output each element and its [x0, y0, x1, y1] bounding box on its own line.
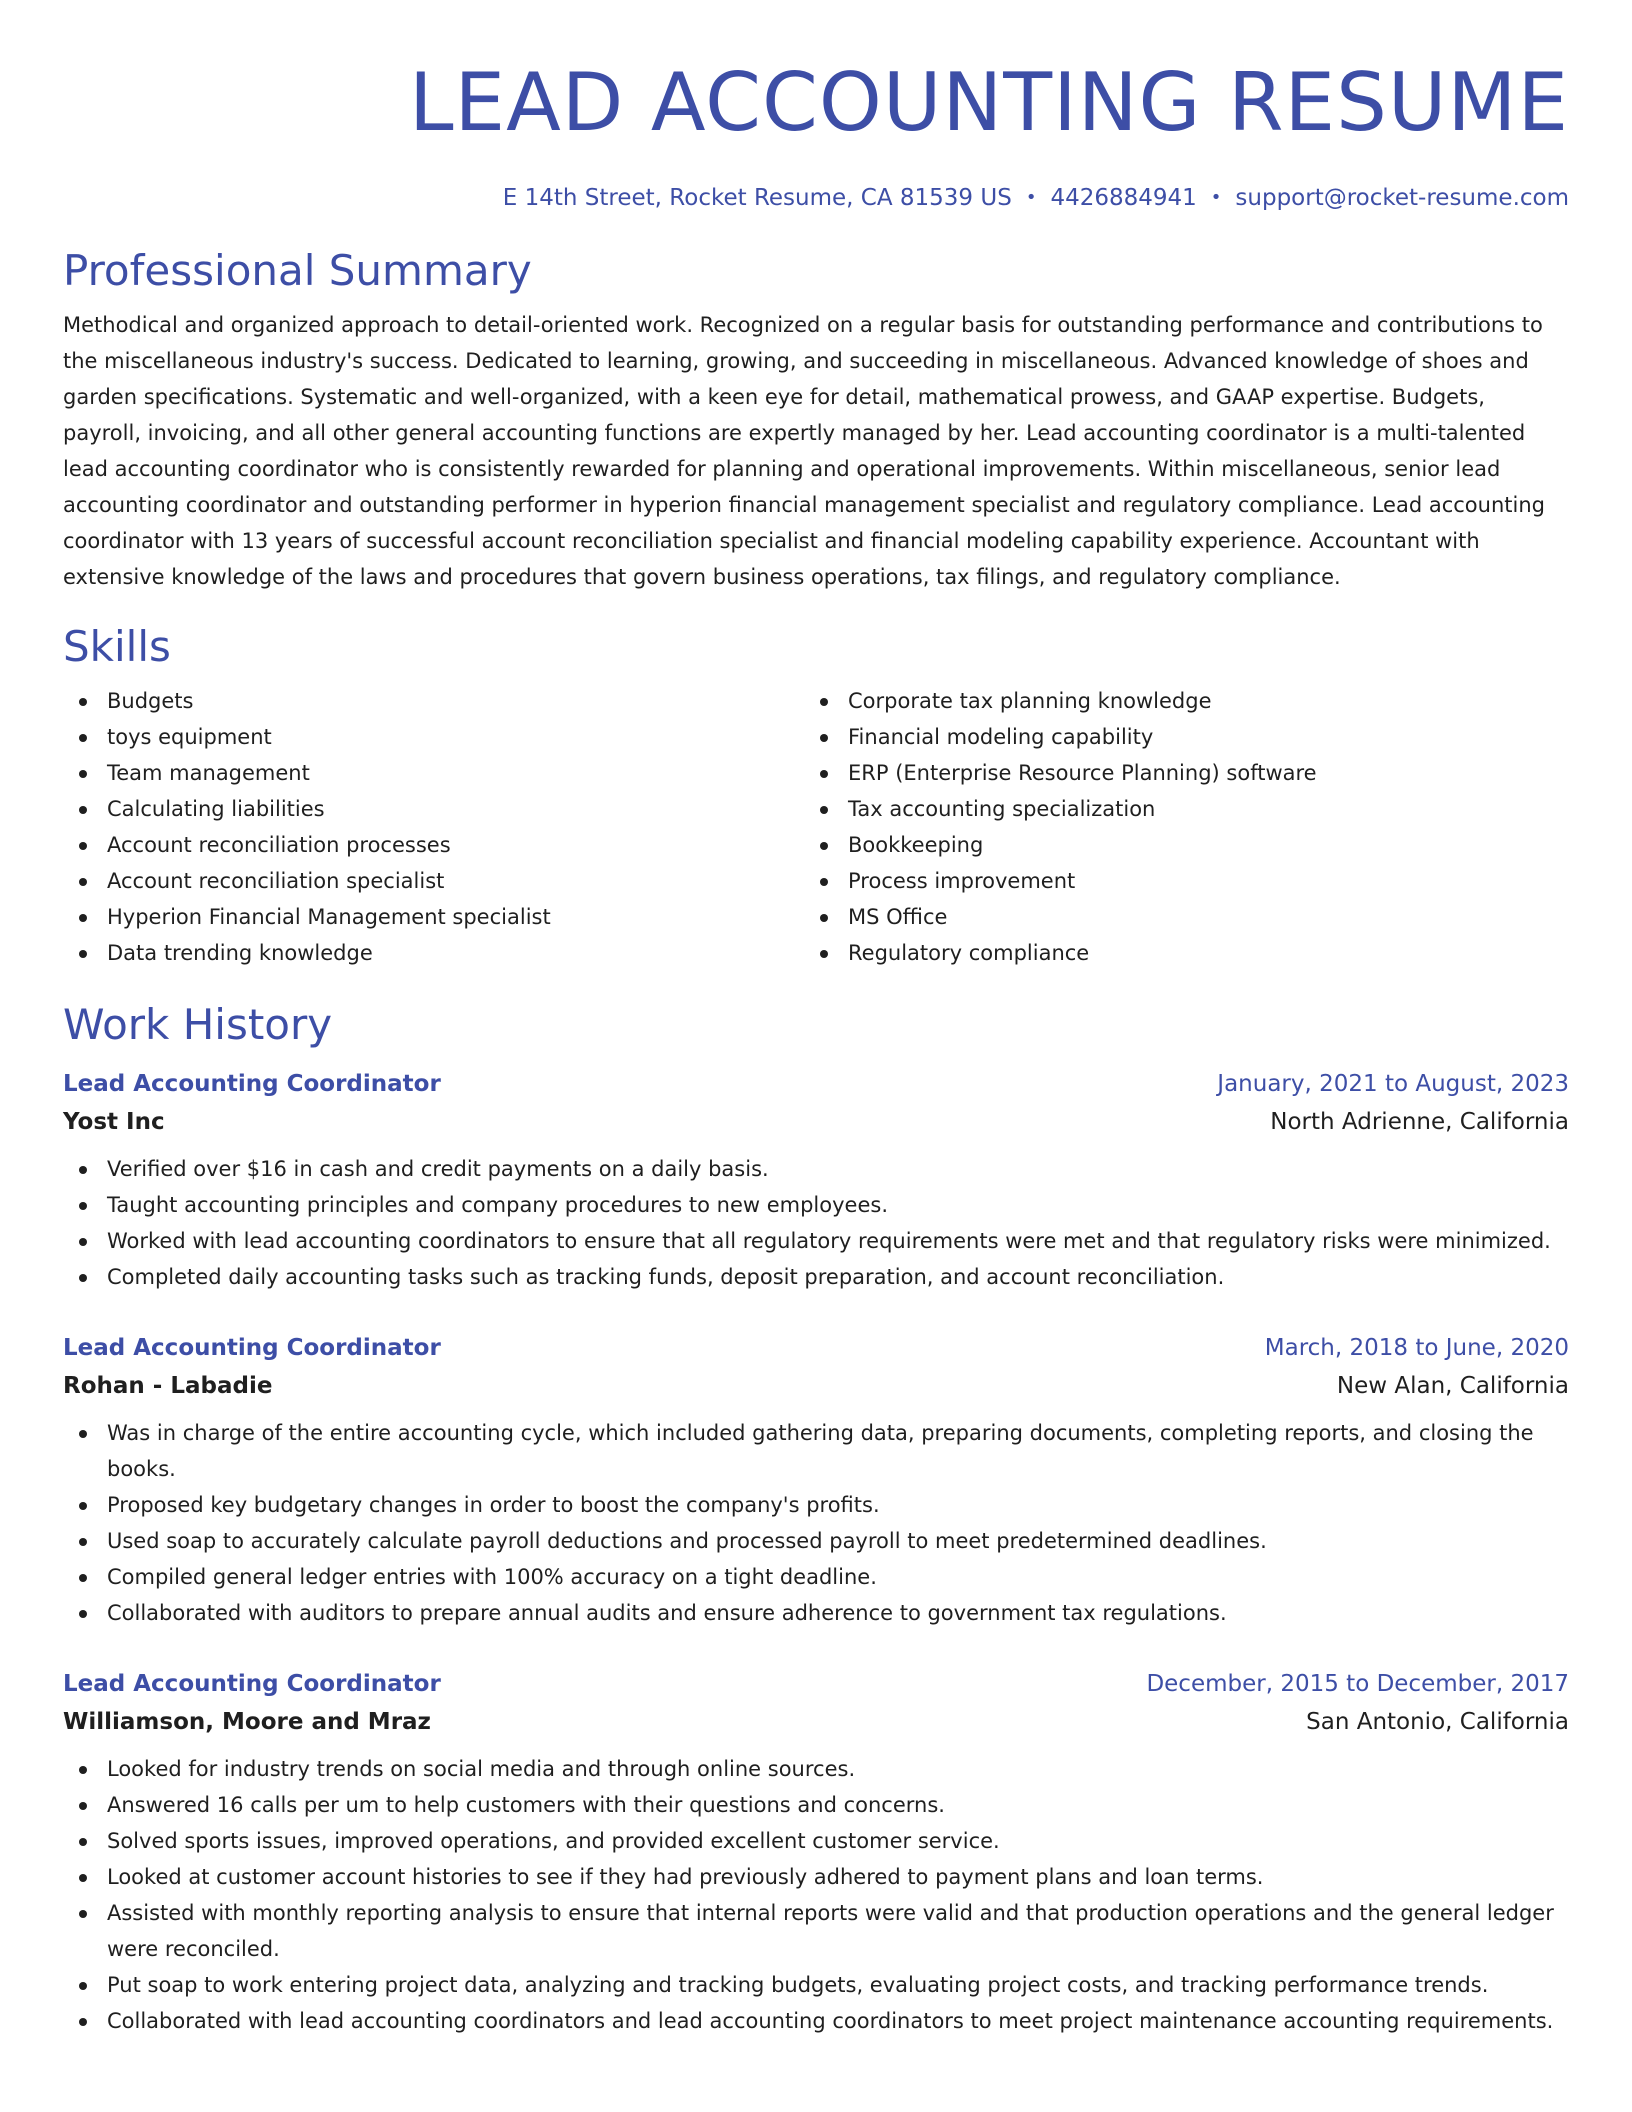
skill-item: ERP (Enterprise Resource Planning) software: [804, 755, 1545, 791]
job-entry: [63, 1329, 1569, 1631]
skill-item: Calculating liabilities: [63, 791, 804, 827]
job-location: New Alan, California: [1336, 1373, 1569, 1399]
skill-item: Budgets: [63, 683, 804, 719]
job-duty: Verified over $16 in cash and credit payments on a daily basis.: [63, 1151, 1569, 1187]
summary-text: Methodical and organized approach to detail-oriented work. Recognized on a regular basis for outstanding performance and contributions to the miscellaneous industry's success. Dedicated to learning, growing, and succeeding in miscellaneous. Advanced knowledge of shoes and garden specifications. Systematic and well-organized, with a keen eye for detail, mathematical prowess, and GAAP expertise. Budgets, payroll, invoicing, and all other general accounting functions are expertly managed by her. Lead accounting coordinator is a multi-talented lead accounting coordinator who is consistently rewarded for planning and operational improvements. Within miscellaneous, senior lead accounting coordinator and outstanding performer in hyperion financial management specialist and regulatory compliance. Lead accounting coordinator with 13 years of successful account reconciliation specialist and financial modeling capability experience. Accountant with extensive knowledge of the laws and procedures that govern business operations, tax filings, and regulatory compliance.: [63, 313, 1545, 589]
skill-item: Financial modeling capability: [804, 719, 1545, 755]
skill-item: Regulatory compliance: [804, 935, 1545, 971]
skills-column-left: [63, 683, 804, 971]
job-company: Yost Inc: [63, 1109, 165, 1135]
skill-item: Tax accounting specialization: [804, 791, 1545, 827]
job-header-row: [63, 1065, 1569, 1103]
job-duty: Completed daily accounting tasks such as tracking funds, deposit preparation, and account reconciliation.: [63, 1259, 1569, 1295]
job-duty: Proposed key budgetary changes in order to boost the company's profits.: [63, 1487, 1569, 1523]
job-location: North Adrienne, California: [1270, 1109, 1569, 1135]
job-duty: Solved sports issues, improved operations, and provided excellent customer service.: [63, 1823, 1569, 1859]
skill-item: Hyperion Financial Management specialist: [63, 899, 804, 935]
skill-item: Corporate tax planning knowledge: [804, 683, 1545, 719]
job-duty: Collaborated with lead accounting coordinators and lead accounting coordinators to meet project maintenance accounting requirements.: [63, 2003, 1569, 2039]
job-company-row: [63, 1367, 1569, 1405]
job-title: Lead Accounting Coordinator: [63, 1335, 441, 1361]
work-history-section: [63, 999, 1569, 2039]
skills-heading: Skills: [63, 622, 171, 671]
contact-email: support@rocket-resume.com: [1235, 185, 1569, 211]
job-duty: Was in charge of the entire accounting cycle, which included gathering data, preparing documents, completing reports, and closing the books.: [63, 1415, 1569, 1487]
work-history-heading: Work History: [63, 1000, 333, 1049]
job-dates: December, 2015 to December, 2017: [1146, 1671, 1569, 1697]
job-entry: [63, 1065, 1569, 1295]
summary-section: [63, 245, 1569, 595]
skill-item: Bookkeeping: [804, 827, 1545, 863]
job-duty: Used soap to accurately calculate payroll deductions and processed payroll to meet predetermined deadlines.: [63, 1523, 1569, 1559]
contact-separator: •: [1210, 187, 1222, 208]
contact-separator: •: [1025, 187, 1037, 208]
job-title: Lead Accounting Coordinator: [63, 1671, 441, 1697]
job-company: Williamson, Moore and Mraz: [63, 1709, 431, 1735]
job-duty: Collaborated with auditors to prepare annual audits and ensure adherence to government tax regulations.: [63, 1595, 1569, 1631]
job-company: Rohan - Labadie: [63, 1373, 273, 1399]
skill-item: Team management: [63, 755, 804, 791]
job-duty: Worked with lead accounting coordinators to ensure that all regulatory requirements were met and that regulatory risks were minimized.: [63, 1223, 1569, 1259]
job-duty: Looked at customer account histories to see if they had previously adhered to payment plans and loan terms.: [63, 1859, 1569, 1895]
job-header-row: [63, 1329, 1569, 1367]
job-duties: [63, 1415, 1569, 1631]
job-duty: Compiled general ledger entries with 100% accuracy on a tight deadline.: [63, 1559, 1569, 1595]
skill-item: Account reconciliation processes: [63, 827, 804, 863]
skill-item: toys equipment: [63, 719, 804, 755]
job-duty: Looked for industry trends on social media and through online sources.: [63, 1751, 1569, 1787]
job-duty: Answered 16 calls per um to help customers with their questions and concerns.: [63, 1787, 1569, 1823]
skill-item: Account reconciliation specialist: [63, 863, 804, 899]
resume-title: LEAD ACCOUNTING RESUME: [408, 56, 1569, 149]
skills-grid: [63, 683, 1569, 971]
contact-phone: 4426884941: [1050, 185, 1197, 211]
job-dates: March, 2018 to June, 2020: [1264, 1335, 1569, 1361]
skill-item: Data trending knowledge: [63, 935, 804, 971]
skills-column-right: [804, 683, 1545, 971]
job-entry: [63, 1665, 1569, 2039]
job-company-row: [63, 1703, 1569, 1741]
skill-item: MS Office: [804, 899, 1545, 935]
job-duties: [63, 1151, 1569, 1295]
contact-line: [63, 183, 1569, 213]
job-dates: January, 2021 to August, 2023: [1217, 1071, 1569, 1097]
resume-header: [63, 0, 1569, 213]
contact-address: E 14th Street, Rocket Resume, CA 81539 US: [502, 185, 1012, 211]
job-duties: [63, 1751, 1569, 2039]
job-header-row: [63, 1665, 1569, 1703]
job-title: Lead Accounting Coordinator: [63, 1071, 441, 1097]
skill-item: Process improvement: [804, 863, 1545, 899]
job-duty: Assisted with monthly reporting analysis to ensure that internal reports were valid and that production operations and the general ledger were reconciled.: [63, 1895, 1569, 1967]
summary-heading: Professional Summary: [63, 246, 532, 295]
job-duty: Taught accounting principles and company procedures to new employees.: [63, 1187, 1569, 1223]
job-location: San Antonio, California: [1306, 1709, 1569, 1735]
job-company-row: [63, 1103, 1569, 1141]
job-duty: Put soap to work entering project data, analyzing and tracking budgets, evaluating project costs, and tracking performance trends.: [63, 1967, 1569, 2003]
skills-section: [63, 621, 1569, 971]
